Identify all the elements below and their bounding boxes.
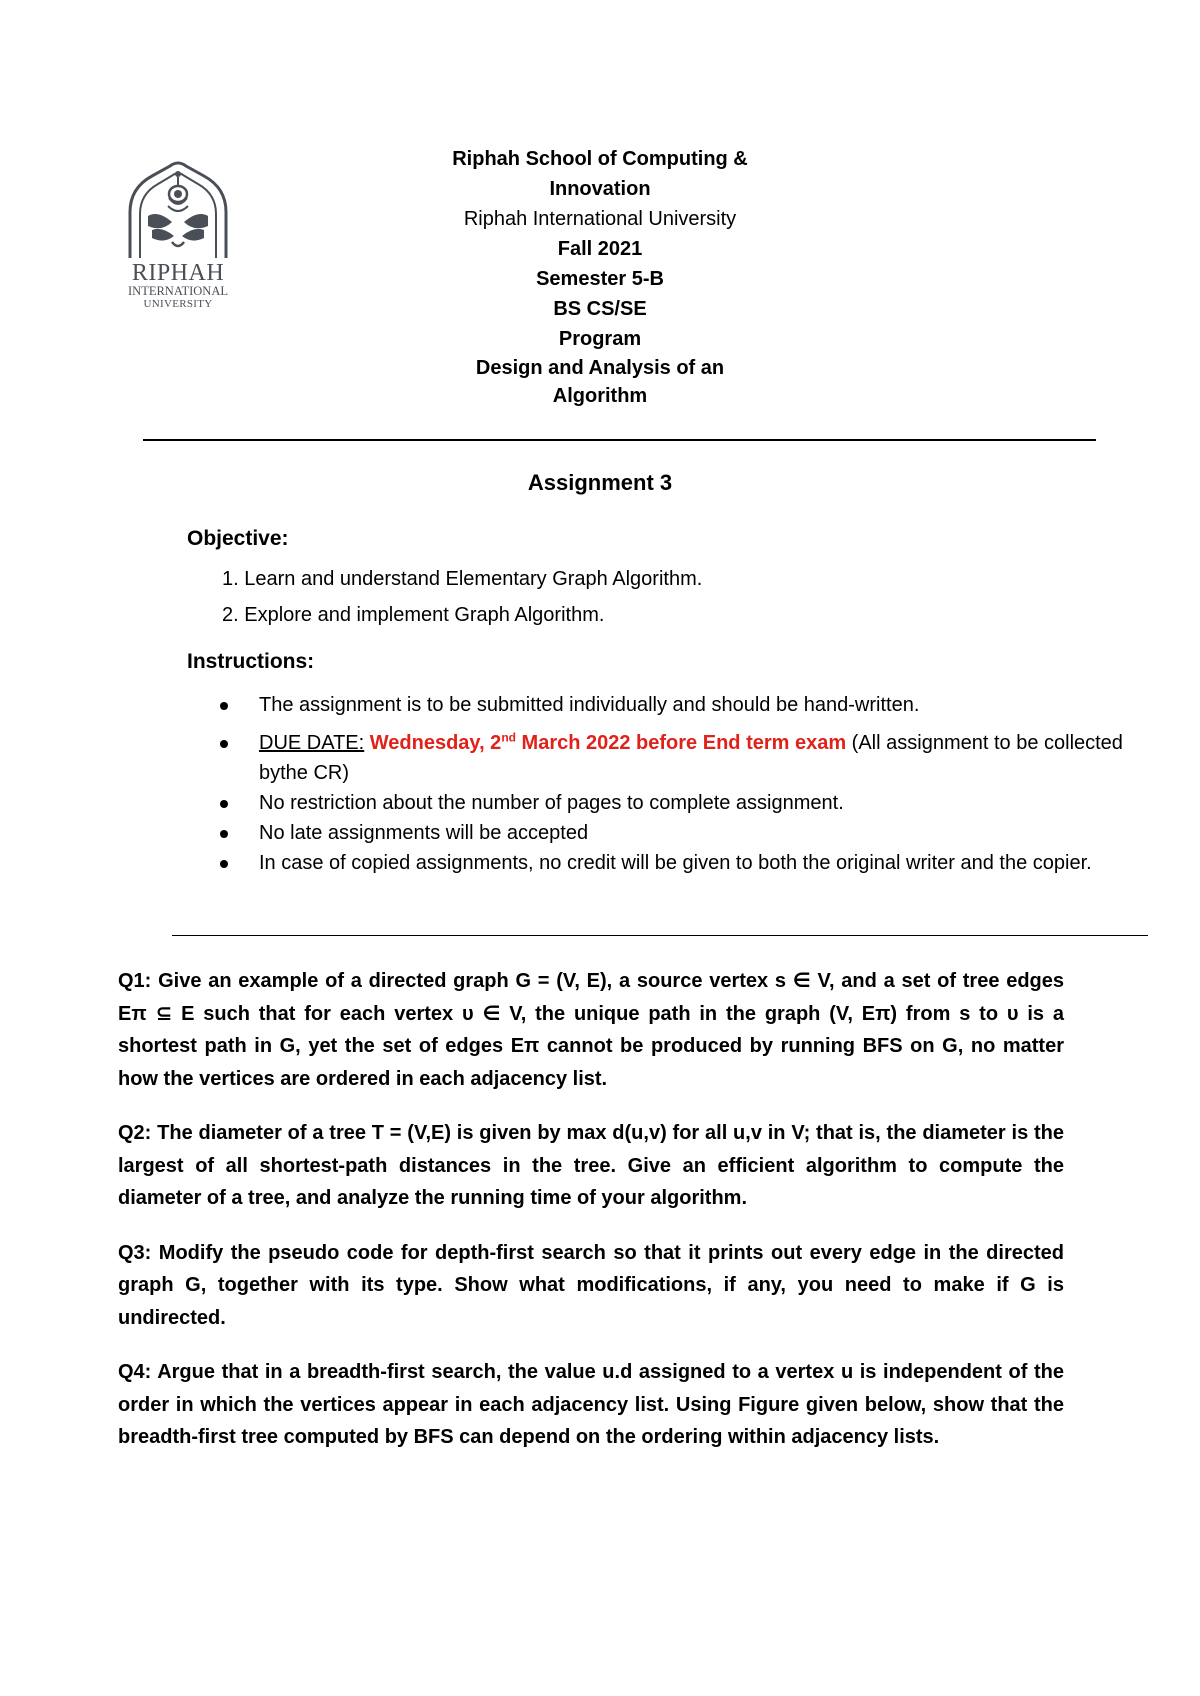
questions-section bbox=[118, 965, 1064, 1476]
due-date-label: DUE DATE: bbox=[259, 732, 365, 754]
course-line-1: Design and Analysis of an bbox=[475, 357, 725, 379]
list-item bbox=[220, 690, 1140, 720]
objective-list bbox=[222, 564, 702, 636]
logo-text-riphah: RIPHAH bbox=[131, 260, 225, 286]
bullet-icon bbox=[220, 740, 228, 748]
instructions-heading: Instructions: bbox=[187, 650, 315, 673]
question-3: Q3: Modify the pseudo code for depth-first search so that it prints out every edge in the directed graph G, together with its type. Show what modifications, if any, you need to make if G is undirected. bbox=[118, 1241, 1064, 1329]
due-day: Wednesday, 2 bbox=[369, 732, 502, 754]
bullet-icon bbox=[220, 702, 228, 710]
bullet-icon bbox=[220, 830, 228, 838]
header-divider bbox=[143, 439, 1096, 441]
due-rest: March 2022 before End term exam bbox=[515, 732, 847, 754]
list-item: 2. Explore and implement Graph Algorithm. bbox=[222, 604, 605, 626]
due-date-value bbox=[370, 732, 846, 754]
objective-heading: Objective: bbox=[187, 527, 289, 550]
logo-text-university: UNIVERSITY bbox=[143, 298, 213, 310]
list-item bbox=[220, 848, 1140, 878]
course-line-2: Algorithm bbox=[552, 385, 648, 407]
program-code: BS CS/SE bbox=[553, 298, 647, 320]
question-4: Q4: Argue that in a breadth-first search, the value u.d assigned to a vertex u is independent of the order in which the vertices appear in each adjacency list. Using Figure given below, show that the breadth-first tree computed by BFS can depend on the ordering within adjacency lists. bbox=[118, 1361, 1064, 1448]
term: Fall 2021 bbox=[557, 238, 643, 260]
assignment-title: Assignment 3 bbox=[527, 470, 673, 495]
list-item-due-date bbox=[220, 728, 1140, 788]
section-divider bbox=[172, 935, 1148, 936]
riphah-logo bbox=[118, 160, 238, 320]
instruction-text: No restriction about the number of pages to complete assignment. bbox=[259, 792, 844, 814]
due-date-note: (All assignment to be collected bythe CR) bbox=[259, 732, 1123, 784]
school-line-2: Innovation bbox=[549, 178, 651, 200]
document-header bbox=[410, 144, 790, 410]
logo-text-international: INTERNATIONAL bbox=[128, 284, 228, 298]
bullet-icon bbox=[220, 800, 228, 808]
question-2: Q2: The diameter of a tree T = (V,E) is given by max d(u,v) for all u,v in V; that is, the diameter is the largest of all shortest-path distances in the tree. Give an efficient algorithm to compute the diameter of a tree, and analyze the running time of your algorithm. bbox=[118, 1122, 1064, 1209]
instruction-text: No late assignments will be accepted bbox=[259, 822, 589, 844]
question-1: Q1: Give an example of a directed graph G = (V, E), a source vertex s ∈ V, and a set of tree edges Eπ ⊆ E such that for each vertex υ ∈ V, the unique path in the graph (V, Eπ) from s to υ is a shortest path in G, yet the set of edges Eπ cannot be produced by running BFS on G, no matter how the vertices are ordered in each adjacency list. bbox=[118, 970, 1064, 1090]
program-label: Program bbox=[558, 328, 642, 350]
list-item bbox=[220, 818, 1140, 848]
instruction-text: The assignment is to be submitted individually and should be hand-written. bbox=[259, 694, 920, 716]
semester: Semester 5-B bbox=[536, 268, 664, 290]
bullet-icon bbox=[220, 860, 228, 868]
instructions-list bbox=[220, 690, 1140, 878]
crest-icon bbox=[118, 160, 238, 260]
university-name: Riphah International University bbox=[463, 208, 737, 230]
school-line-1: Riphah School of Computing & bbox=[452, 148, 748, 170]
instruction-text: In case of copied assignments, no credit will be given to both the original writer and the copier. bbox=[259, 852, 1092, 874]
list-item: 1. Learn and understand Elementary Graph Algorithm. bbox=[222, 568, 703, 590]
due-day-suffix: nd bbox=[501, 730, 516, 745]
list-item bbox=[220, 788, 1140, 818]
